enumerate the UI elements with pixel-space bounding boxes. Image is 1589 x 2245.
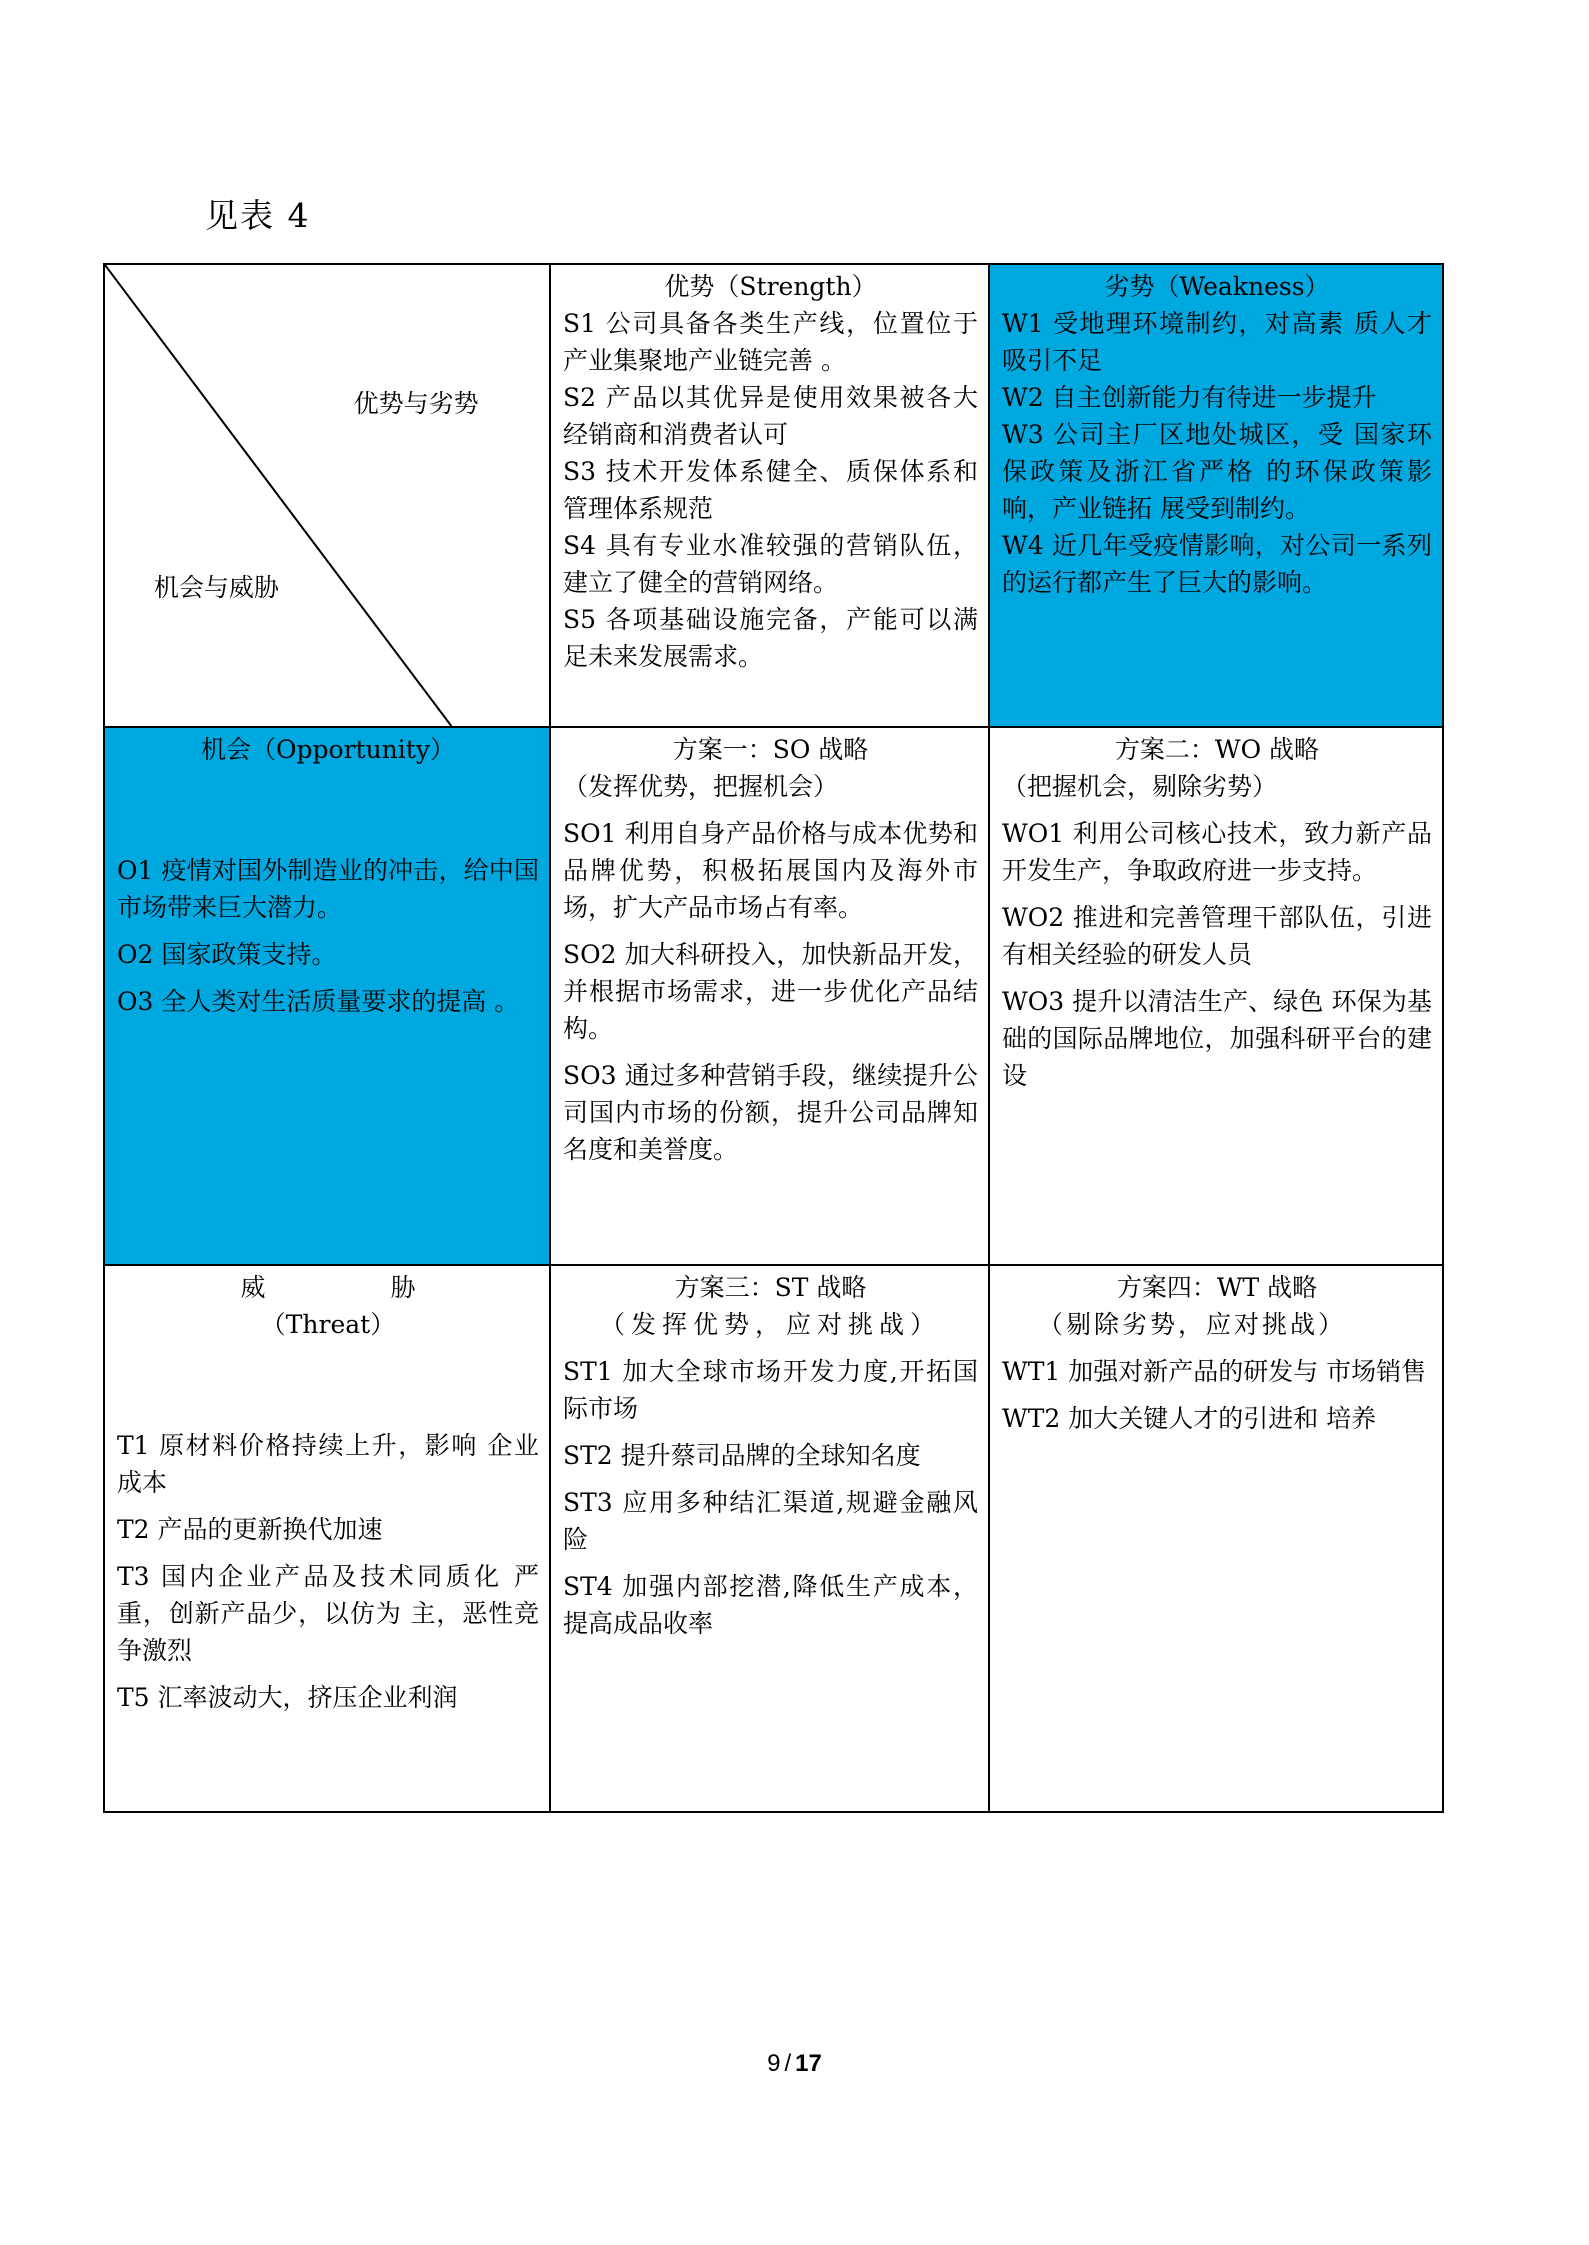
page-number-current: 9: [767, 2050, 781, 2077]
diagonal-line: [105, 265, 549, 726]
wo-subheader: （把握机会，剔除劣势）: [1002, 772, 1278, 801]
wt-item: WT2 加大关键人才的引进和 培养: [1002, 1404, 1377, 1433]
corner-cell: [105, 265, 551, 728]
weakness-item: W1 受地理环境制约，对高素 质人才吸引不足: [1002, 309, 1432, 375]
wo-item: WO1 利用公司核心技术，致力新产品开发生产，争取政府进一步支持。: [1002, 819, 1432, 885]
weakness-header: 劣势（Weakness）: [1104, 272, 1330, 301]
corner-label-columns: 优势与劣势: [353, 388, 479, 418]
opportunity-item: O1 疫情对国外制造业的冲击，给中国市场带来巨大潜力。: [117, 856, 539, 922]
strength-item: S2 产品以其优异是使用效果被各大经销商和消费者认可: [563, 383, 978, 449]
so-header: 方案一：SO 战略: [672, 735, 869, 764]
weakness-item: W2 自主创新能力有待进一步提升: [1002, 383, 1377, 412]
threat-item: T3 国内企业产品及技术同质化 严重，创新产品少，以仿为 主，恶性竞争激烈: [117, 1562, 539, 1665]
strength-cell: [551, 265, 990, 728]
strength-header: 优势（Strength）: [664, 272, 877, 301]
st-strategy-cell: [551, 1266, 990, 1811]
weakness-item: W4 近几年受疫情影响，对公司一系列的运行都产生了巨大的影响。: [1002, 531, 1432, 597]
threat-cell: [105, 1266, 551, 1811]
wo-item: WO2 推进和完善管理干部队伍，引进有相关经验的研发人员: [1002, 903, 1432, 969]
opportunity-item: O2 国家政策支持。: [117, 940, 337, 969]
spacer: [117, 1343, 539, 1417]
st-item: ST1 加大全球市场开发力度,开拓国际市场: [563, 1357, 978, 1423]
opportunity-header: 机会（Opportunity）: [201, 735, 455, 764]
st-item: ST4 加强内部挖潜,降低生产成本，提高成品收率: [563, 1572, 978, 1638]
page-number-separator: /: [784, 2050, 792, 2077]
threat-header-cn: 威 胁: [240, 1273, 416, 1302]
strength-item: S1 公司具备各类生产线，位置位于产业集聚地产业链完善 。: [563, 309, 978, 375]
threat-item: T2 产品的更新换代加速: [117, 1515, 383, 1544]
so-item: SO2 加大科研投入，加快新品开发，并根据市场需求，进一步优化产品结构。: [563, 940, 978, 1043]
strength-item: S3 技术开发体系健全、质保体系和管理体系规范: [563, 457, 978, 523]
threat-item: T5 汇率波动大，挤压企业利润: [117, 1683, 458, 1712]
st-header: 方案三：ST 战略: [674, 1273, 867, 1302]
page-number: [0, 2050, 1589, 2078]
threat-item: T1 原材料价格持续上升，影响 企业成本: [117, 1431, 539, 1497]
strength-item: S4 具有专业水准较强的营销队伍，建立了健全的营销网络。: [563, 531, 978, 597]
so-item: SO1 利用自身产品价格与成本优势和品牌优势，积极拓展国内及海外市场，扩大产品市场占有率。: [563, 819, 978, 922]
st-item: ST2 提升蔡司品牌的全球知名度: [563, 1441, 921, 1470]
wo-item: WO3 提升以清洁生产、绿色 环保为基础的国际品牌地位，加强科研平台的建设: [1002, 987, 1432, 1090]
opportunity-cell: [105, 728, 551, 1266]
page-title: 见表 4: [205, 196, 311, 235]
st-subheader: （发挥优势，应对挑战）: [599, 1310, 941, 1339]
wt-subheader: （剔除劣势，应对挑战）: [1038, 1310, 1347, 1339]
page-number-total: 17: [795, 2050, 822, 2077]
wo-header: 方案二：WO 战略: [1114, 735, 1320, 764]
threat-header-en: （Threat）: [260, 1310, 396, 1339]
so-strategy-cell: [551, 728, 990, 1266]
wt-item: WT1 加强对新产品的研发与 市场销售: [1002, 1357, 1427, 1386]
weakness-item: W3 公司主厂区地处城区，受 国家环保政策及浙江省严格 的环保政策影响，产业链拓 展受到制约。: [1002, 420, 1432, 523]
strength-item: S5 各项基础设施完备，产能可以满足未来发展需求。: [563, 605, 978, 671]
st-item: ST3 应用多种结汇渠道,规避金融风险: [563, 1488, 978, 1554]
wt-strategy-cell: [990, 1266, 1442, 1811]
weakness-cell: [990, 265, 1442, 728]
corner-label-rows: 机会与威胁: [153, 573, 279, 603]
wo-strategy-cell: [990, 728, 1442, 1266]
so-subheader: （发挥优势，把握机会）: [563, 772, 839, 801]
spacer: [117, 768, 539, 842]
so-item: SO3 通过多种营销手段，继续提升公司国内市场的份额，提升公司品牌知名度和美誉度。: [563, 1061, 978, 1164]
swot-table: [103, 263, 1444, 1813]
wt-header: 方案四：WT 战略: [1116, 1273, 1318, 1302]
opportunity-item: O3 全人类对生活质量要求的提高 。: [117, 987, 520, 1016]
